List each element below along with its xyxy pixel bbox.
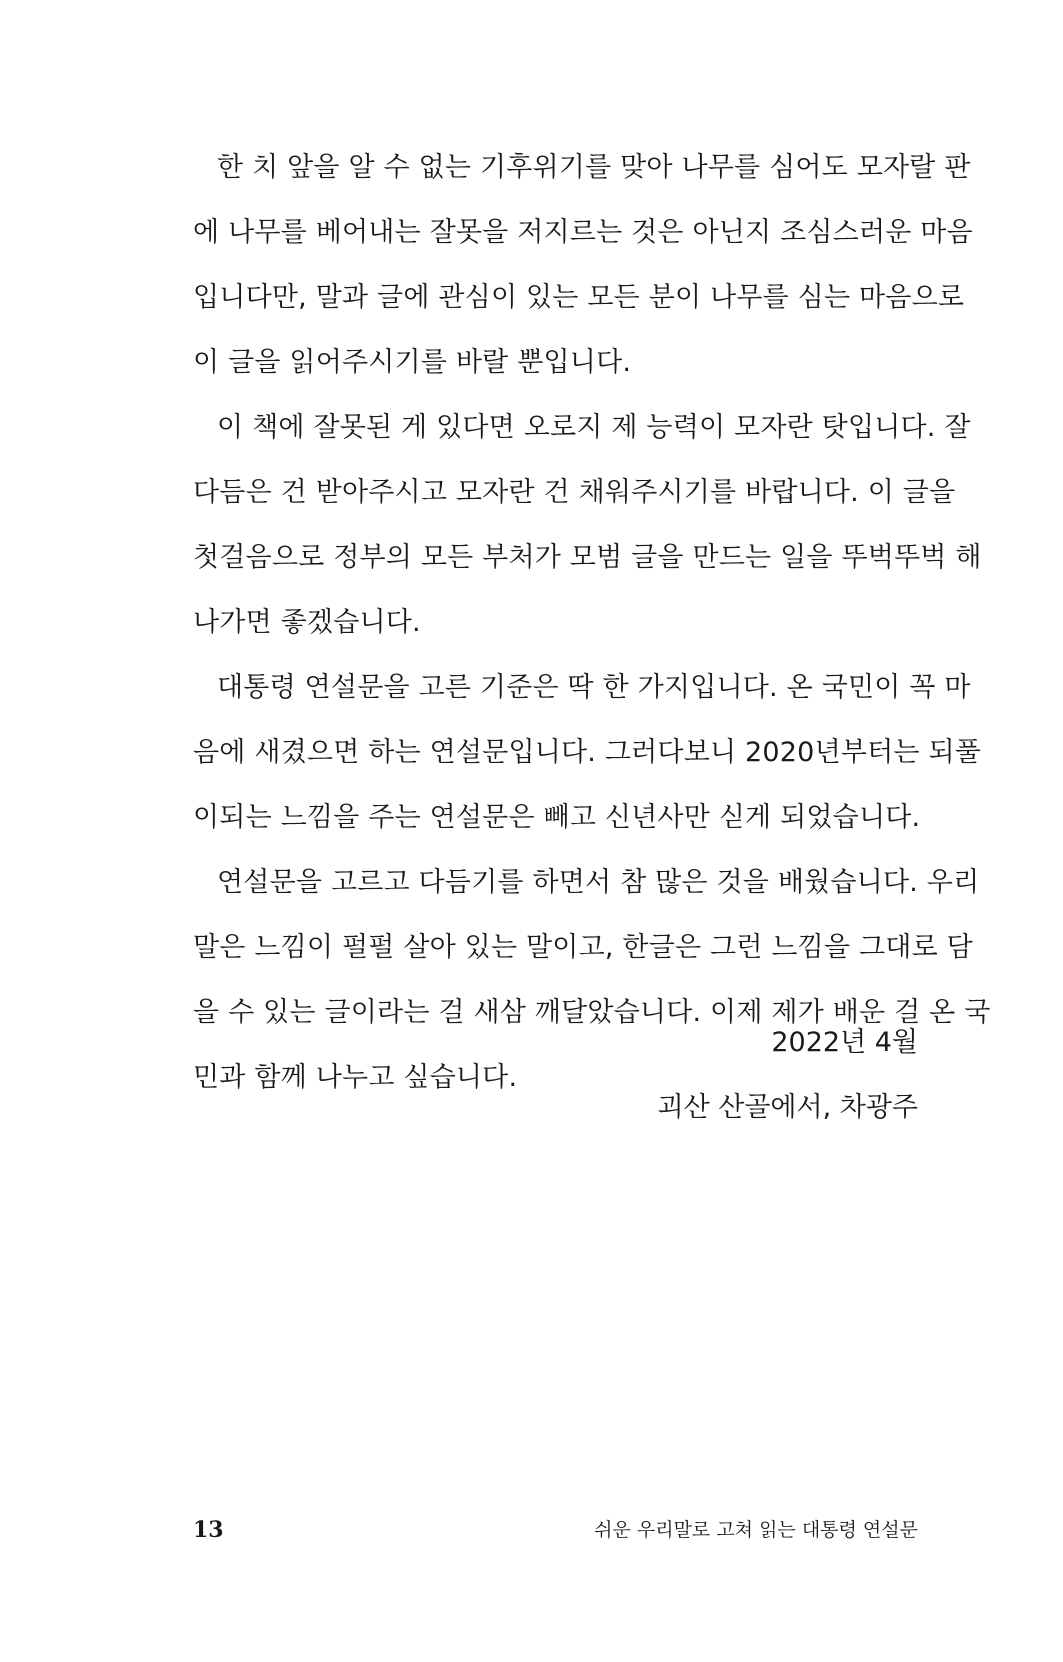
signature-block xyxy=(658,1010,919,1140)
paragraph-4-line-2: 말은 느낌이 펄펄 살아 있는 말이고, 한글은 그런 느낌을 그대로 담 xyxy=(193,932,973,963)
paragraph-1-line-4: 이 글을 읽어주시기를 바랄 뿐입니다. xyxy=(193,347,632,378)
paragraph-4-line-3: 을 수 있는 글이라는 걸 새삼 깨달았습니다. 이제 제가 배운 걸 온 국 xyxy=(193,997,991,1028)
paragraph-2-line-2: 다듬은 건 받아주시고 모자란 건 채워주시기를 바랍니다. 이 글을 xyxy=(193,477,956,508)
body-text xyxy=(193,135,991,1110)
paragraph-3-line-3: 이되는 느낌을 주는 연설문은 빼고 신년사만 싣게 되었습니다. xyxy=(193,802,921,833)
paragraph-4-line-1: 연설문을 고르고 다듬기를 하면서 참 많은 것을 배웠습니다. 우리 xyxy=(217,867,980,898)
paragraph-1-line-3: 입니다만, 말과 글에 관심이 있는 모든 분이 나무를 심는 마음으로 xyxy=(193,282,965,313)
paragraph-3-line-1: 대통령 연설문을 고른 기준은 딱 한 가지입니다. 온 국민이 꼭 마 xyxy=(217,672,971,703)
signature-place-author: 괴산 산골에서, 차광주 xyxy=(657,1092,918,1123)
paragraph-2-line-4: 나가면 좋겠습니다. xyxy=(193,607,421,638)
paragraph-4-line-4: 민과 함께 나누고 싶습니다. xyxy=(193,1062,518,1093)
running-title: 쉬운 우리말로 고쳐 읽는 대통령 연설문 xyxy=(594,1519,918,1541)
signature-date: 2022년 4월 xyxy=(771,1027,918,1058)
paragraph-2-line-1: 이 책에 잘못된 게 있다면 오로지 제 능력이 모자란 탓입니다. 잘 xyxy=(217,412,971,443)
paragraph-1-line-2: 에 나무를 베어내는 잘못을 저지르는 것은 아닌지 조심스러운 마음 xyxy=(193,217,973,248)
page-footer xyxy=(193,1515,918,1545)
paragraph-2-line-3: 첫걸음으로 정부의 모든 부처가 모범 글을 만드는 일을 뚜벅뚜벅 해 xyxy=(193,542,982,573)
paragraph-1-line-1: 한 치 앞을 알 수 없는 기후위기를 맞아 나무를 심어도 모자랄 판 xyxy=(217,152,971,183)
page-number: 13 xyxy=(193,1517,224,1543)
paragraph-3-line-2: 음에 새겼으면 하는 연설문입니다. 그러다보니 2020년부터는 되풀 xyxy=(193,737,982,768)
